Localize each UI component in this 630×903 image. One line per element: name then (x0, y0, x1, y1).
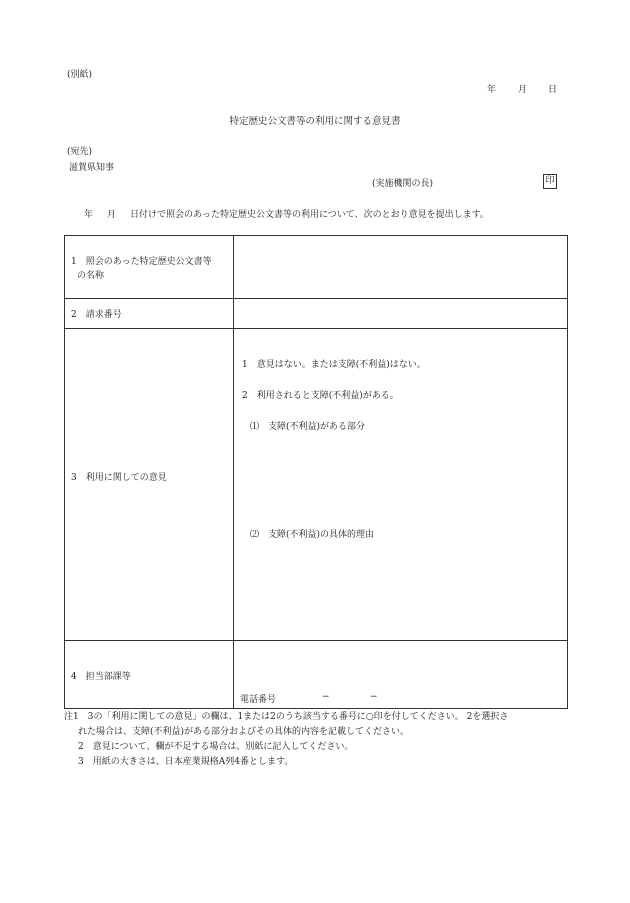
note-1-line-1: 注1 3の「利用に関しての意見」の欄は、1または2のうち該当する番号に○印を付してください。 2を選択さ (64, 712, 509, 722)
note-2: 2 意見について、欄が不足する場合は、別紙に記入してください。 (78, 742, 354, 752)
label-request-number (65, 299, 234, 329)
addressee-label: (宛先) (67, 147, 93, 157)
row-department (65, 641, 568, 709)
label-document-name-line2: の名称 (77, 271, 105, 281)
date-year: 年 (487, 85, 497, 95)
date-month: 月 (518, 85, 528, 95)
intro-body: 日付けで照会のあった特定歴史公文書等の利用について、次のとおり意見を提出します。 (130, 210, 489, 220)
intro-month: 月 (107, 210, 117, 220)
label-opinion (65, 329, 234, 641)
intro-text (84, 207, 489, 220)
phone-dash-1: − (322, 692, 330, 702)
note-1-line-2: れた場合は、支障(不利益)がある部分およびその具体的内容を記載してください。 (78, 727, 410, 737)
label-department (65, 641, 234, 709)
agency-head-label: (実施機関の長) (372, 179, 434, 189)
notes-section (64, 710, 508, 770)
label-opinion-text: 3 利用に関しての意見 (71, 473, 167, 483)
document-name-field[interactable] (234, 236, 568, 299)
note-3: 3 用紙の大きさは、日本産業規格A列4番とします。 (78, 757, 294, 767)
label-document-name (65, 236, 234, 299)
seal-box: 印 (543, 174, 557, 189)
phone-label: 電話番号 (240, 695, 277, 705)
intro-year: 年 (84, 210, 94, 220)
opinion-option-1[interactable]: 1 意見はない。または支障(不利益)はない。 (242, 360, 426, 370)
label-document-name-line1: 1 照会のあった特定歴史公文書等 (71, 257, 212, 267)
row-opinion (65, 329, 568, 641)
document-title: 特定歴史公文書等の利用に関する意見書 (229, 116, 401, 127)
addressee-name: 滋賀県知事 (69, 163, 115, 173)
label-request-number-text: 2 請求番号 (71, 310, 122, 320)
department-field[interactable] (234, 641, 568, 709)
annex-label: (別紙) (67, 70, 93, 80)
phone-dash-2: − (370, 692, 378, 702)
row-document-name (65, 236, 568, 299)
opinion-sub-1: ⑴ 支障(不利益)がある部分 (250, 422, 366, 432)
request-number-field[interactable] (234, 299, 568, 329)
opinion-form-table (64, 235, 568, 709)
row-request-number (65, 299, 568, 329)
opinion-field[interactable] (234, 329, 568, 641)
opinion-option-2[interactable]: 2 利用されると支障(不利益)がある。 (242, 391, 399, 401)
opinion-sub-2: ⑵ 支障(不利益)の具体的理由 (250, 530, 375, 540)
label-department-text: 4 担当部課等 (71, 672, 131, 682)
date-day: 日 (548, 85, 558, 95)
